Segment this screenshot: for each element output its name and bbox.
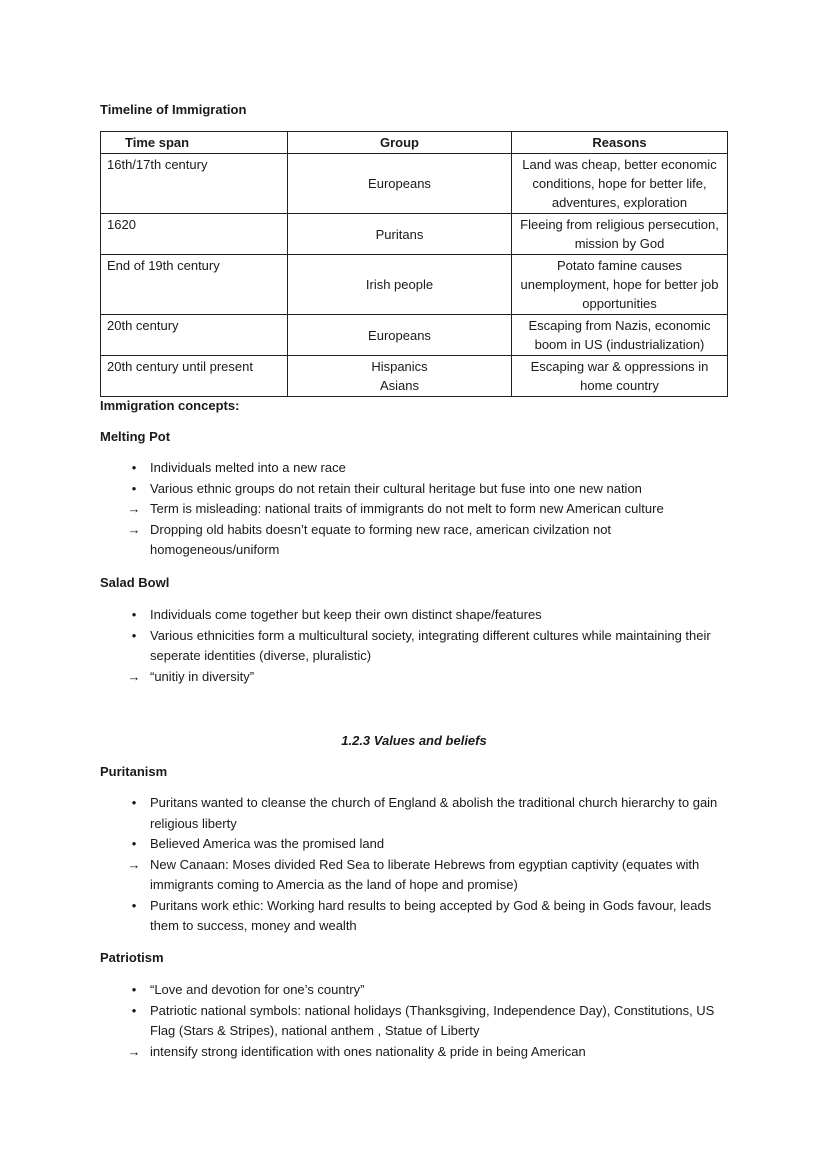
- bullet-icon: •: [131, 1002, 137, 1018]
- table-header-row: [101, 132, 728, 154]
- table-row: [101, 154, 728, 214]
- reasons-cell: Fleeing from religious persecution, mission by God: [512, 214, 728, 255]
- list-item: [100, 793, 740, 834]
- bullet-icon: •: [131, 836, 137, 851]
- list-item: [100, 626, 740, 667]
- header-reasons: Reasons: [512, 132, 728, 154]
- table-row: [101, 214, 728, 255]
- time-span-cell: 16th/17th century: [101, 154, 288, 214]
- time-span-cell: 20th century until present: [101, 356, 288, 397]
- group-cell: [288, 214, 512, 255]
- table-row: [101, 356, 728, 397]
- patriotism-heading: Patriotism: [100, 950, 164, 965]
- arrow-icon: →: [127, 668, 141, 684]
- list-item-text: Puritans wanted to cleanse the church of England & abolish the traditional church hierarchy to gain religious liberty: [150, 795, 718, 831]
- list-item: [100, 1001, 740, 1042]
- salad-bowl-heading: Salad Bowl: [100, 575, 170, 590]
- list-item-text: Individuals melted into a new race: [150, 460, 346, 475]
- list-item: [100, 520, 740, 561]
- list-item-text: Term is misleading: national traits of immigrants do not melt to form new American culture: [150, 501, 664, 516]
- group-name: Europeans: [368, 176, 431, 191]
- reasons-cell: Land was cheap, better economic conditions, hope for better life, adventures, exploration: [512, 154, 728, 214]
- list-item: [100, 667, 740, 688]
- bullet-icon: •: [131, 982, 137, 997]
- bullet-icon: •: [131, 460, 137, 475]
- list-item: [100, 834, 740, 855]
- timeline-title: Timeline of Immigration: [100, 102, 247, 117]
- arrow-icon: →: [127, 856, 141, 872]
- reasons-cell: Escaping war & oppressions in home country: [512, 356, 728, 397]
- header-time-span: Time span: [101, 132, 288, 154]
- arrow-icon: →: [127, 1043, 141, 1059]
- immigration-timeline-table: [100, 131, 728, 397]
- list-item-text: Individuals come together but keep their own distinct shape/features: [150, 607, 542, 622]
- melting-pot-list: [100, 458, 740, 561]
- list-item: [100, 980, 740, 1001]
- bullet-icon: •: [131, 480, 137, 496]
- group-cell: [288, 255, 512, 315]
- list-item-text: “Love and devotion for one’s country”: [150, 982, 365, 997]
- time-span-cell: End of 19th century: [101, 255, 288, 315]
- list-item-text: Dropping old habits doesn’t equate to forming new race, american civilzation not homogeneous/uniform: [150, 521, 612, 557]
- group-name: Irish people: [365, 277, 434, 292]
- list-item: [100, 896, 740, 937]
- concepts-heading: Immigration concepts:: [100, 398, 240, 413]
- list-item-text: Various ethnic groups do not retain their cultural heritage but fuse into one new nation: [150, 480, 642, 496]
- list-item-text: Puritans work ethic: Working hard results to being accepted by God & being in Gods favour, leads them to success, money and wealth: [150, 897, 712, 933]
- group-cell: [288, 315, 512, 356]
- group-cell: [288, 154, 512, 214]
- list-item-text: Various ethnicities form a multicultural society, integrating different cultures while maintaining their seperate identities (diverse, pluralistic): [150, 627, 711, 663]
- group-name: Asians: [379, 378, 420, 393]
- list-item-text: intensify strong identification with ones nationality & pride in being American: [150, 1043, 586, 1059]
- header-group: Group: [288, 132, 512, 154]
- list-item-text: Patriotic national symbols: national holidays (Thanksgiving, Independence Day), Constitutions, US Flag (Stars & Stripes), national anthem , Statue of Liberty: [150, 1002, 715, 1038]
- list-item-text: Believed America was the promised land: [150, 836, 385, 851]
- list-item: [100, 605, 740, 626]
- puritanism-heading: Puritanism: [100, 764, 168, 779]
- list-item-text: New Canaan: Moses divided Red Sea to liberate Hebrews from egyptian captivity (equates with immigrants coming to Amercia as the land of hope and promise): [150, 856, 700, 892]
- table-row: [101, 255, 728, 315]
- list-item: [100, 479, 740, 500]
- reasons-cell: Escaping from Nazis, economic boom in US (industrialization): [512, 315, 728, 356]
- melting-pot-heading: Melting Pot: [100, 429, 171, 444]
- list-item-text: “unitiy in diversity”: [150, 668, 255, 684]
- group-cell: [288, 356, 512, 397]
- list-item: [100, 499, 740, 520]
- group-name: Hispanics: [371, 359, 428, 374]
- list-item: [100, 1042, 740, 1063]
- salad-bowl-list: [100, 605, 740, 687]
- time-span-cell: 1620: [101, 214, 288, 255]
- group-name: Europeans: [368, 327, 431, 343]
- bullet-icon: •: [131, 627, 137, 643]
- bullet-icon: •: [131, 795, 137, 810]
- puritanism-list: [100, 793, 740, 937]
- list-item: [100, 458, 740, 479]
- list-item: [100, 855, 740, 896]
- patriotism-list: [100, 980, 740, 1062]
- table-row: [101, 315, 728, 356]
- reasons-cell: Potato famine causes unemployment, hope for better job opportunities: [512, 255, 728, 315]
- group-name: Puritans: [375, 226, 424, 242]
- bullet-icon: •: [131, 897, 137, 913]
- time-span-cell: 20th century: [101, 315, 288, 356]
- arrow-icon: →: [127, 501, 141, 516]
- section-title: 1.2.3 Values and beliefs: [341, 733, 487, 748]
- arrow-icon: →: [127, 521, 141, 537]
- bullet-icon: •: [131, 607, 137, 622]
